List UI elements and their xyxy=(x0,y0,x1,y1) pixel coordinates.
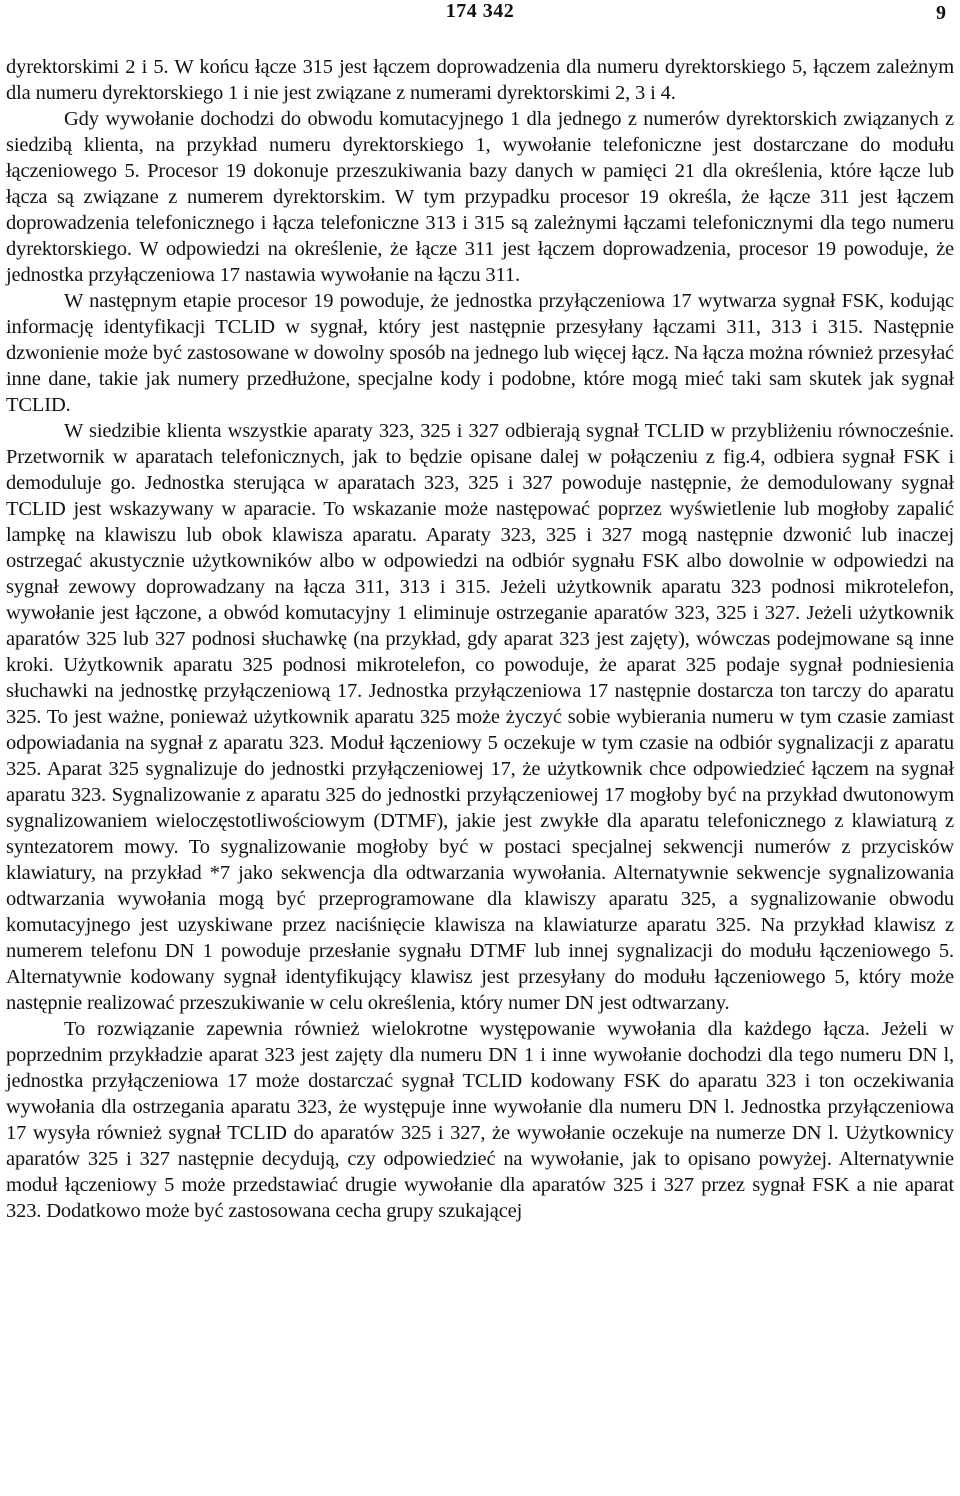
paragraph: W następnym etapie procesor 19 powoduje, że jednostka przyłączeniowa 17 wytwarza sygnał FSK, kodując informację identyfikacji TCLID w sygnał, który jest następnie przesyłany łączami 311, 313 i 315. Następnie dzwonienie może być zastosowane w dowolny sposób na jednego lub więcej łącz. Na łącza można również przesyłać inne dane, takie jak numery przedłużone, specjalne kody i podobne, które mogą mieć taki sam skutek jak sygnał TCLID. xyxy=(6,290,954,416)
paragraph: Gdy wywołanie dochodzi do obwodu komutacyjnego 1 dla jednego z numerów dyrektorskich związanych z siedzibą klienta, na przykład numeru dyrektorskiego 1, wywołanie telefoniczne jest dostarczane do modułu łączeniowego 5. Procesor 19 dokonuje przeszukiwania bazy danych w pamięci 21 dla określenia, które łącze lub łącza są związane z numerem dyrektorskim. W tym przypadku procesor 19 określa, że łącze 311 jest łączem doprowadzenia telefonicznego i łącza telefoniczne 313 i 315 są zależnymi łączami telefonicznymi dla tego numeru dyrektorskiego. W odpowiedzi na określenie, że łącze 311 jest łączem doprowadzenia, procesor 19 powoduje, że jednostka przyłączeniowa 17 nastawia wywołanie na łączu 311. xyxy=(6,108,954,286)
page-number: 9 xyxy=(936,2,946,24)
page-header xyxy=(6,0,954,28)
document-number: 174 342 xyxy=(445,0,515,22)
paragraph: To rozwiązanie zapewnia również wielokrotne występowanie wywołania dla każdego łącza. Jeżeli w poprzednim przykładzie aparat 323 jest zajęty dla numeru DN 1 i inne wywołanie dochodzi dla tego numeru DN l, jednostka przyłączeniowa 17 może dostarczać sygnał TCLID kodowany FSK do aparatu 323 i ton oczekiwania wywołania dla ostrzegania aparatu 323, że występuje inne wywołanie dla numeru DN l. Jednostka przyłączeniowa 17 wysyła również sygnał TCLID do aparatów 325 i 327, że wywołanie oczekuje na numerze DN l. Użytkownicy aparatów 325 i 327 następnie decydują, czy odpowiedzieć na wywołanie, jak to opisano powyżej. Alternatywnie moduł łączeniowy 5 może przedstawiać drugie wywołanie dla aparatów 325 i 327 przez sygnał FSK a nie aparat 323. Dodatkowo może być zastosowana cecha grupy szukającej xyxy=(6,1018,954,1222)
document-body xyxy=(6,54,954,1224)
paragraph: W siedzibie klienta wszystkie aparaty 323, 325 i 327 odbierają sygnał TCLID w przybliżeniu równocześnie. Przetwornik w aparatach telefonicznych, jak to będzie opisane dalej w połączeniu z fig.4, odbiera sygnał FSK i demoduluje go. Jednostka sterująca w aparatach 323, 325 i 327 powoduje następnie, że demodulowany sygnał TCLID jest wskazywany w aparacie. To wskazanie może następować poprzez wyświetlenie lub mogłoby zapalić lampkę na klawiszu lub obok klawisza aparatu. Aparaty 323, 325 i 327 mogą następnie dzwonić lub inaczej ostrzegać akustycznie użytkowników albo w odpowiedzi na odbiór sygnału FSK albo dowolnie w odpowiedzi na sygnał zewowy doprowadzany na łącza 311, 313 i 315. Jeżeli użytkownik aparatu 323 podnosi mikrotelefon, wywołanie jest łączone, a obwód komutacyjny 1 eliminuje ostrzeganie aparatów 323, 325 i 327. Jeżeli użytkownik aparatów 325 lub 327 podnosi słuchawkę (na przykład, gdy aparat 323 jest zajęty), wówczas podejmowane są inne kroki. Użytkownik aparatu 325 podnosi mikrotelefon, co powoduje, że aparat 325 podaje sygnał podniesienia słuchawki na jednostkę przyłączeniową 17. Jednostka przyłączeniowa 17 następnie dostarcza ton tarczy do aparatu 325. To jest ważne, ponieważ użytkownik aparatu 325 może życzyć sobie wybierania numeru w tym czasie zamiast odpowiadania na sygnał z aparatu 323. Moduł łączeniowy 5 oczekuje w tym czasie na odbiór sygnalizacji z aparatu 325. Aparat 325 sygnalizuje do jednostki przyłączeniowej 17, że użytkownik chce odpowiedzieć łączem na sygnał aparatu 323. Sygnalizowanie z aparatu 325 do jednostki przyłączeniowej 17 mogłoby być na przykład dwutonowym sygnalizowaniem wieloczęstotliwościowym (DTMF), jakie jest zwykłe dla aparatu telefonicznego z klawiaturą z syntezatorem mowy. To sygnalizowanie mogłoby być w postaci specjalnej sekwencji numerów z przycisków klawiatury, na przykład *7 jako sekwencja dla odtwarzania wywołania. Alternatywnie sekwencje sygnalizowania odtwarzania wywołania mogą być przeprogramowane dla klawiszy aparatu 325, a sygnalizowanie obwodu komutacyjnego jest uzyskiwane przez naciśnięcie klawisza na klawiaturze aparatu 325. Na przykład klawisz z numerem telefonu DN 1 powoduje przesłanie sygnału DTMF lub innej sygnalizacji do modułu łączeniowego 5. Alternatywnie kodowany sygnał identyfikujący klawisz jest przesyłany do modułu łączeniowego 5, który może następnie realizować przeszukiwanie w celu określenia, który numer DN jest odtwarzany. xyxy=(6,420,954,1014)
paragraph: dyrektorskimi 2 i 5. W końcu łącze 315 jest łączem doprowadzenia dla numeru dyrektorskiego 5, łączem zależnym dla numeru dyrektorskiego 1 i nie jest związane z numerami dyrektorskimi 2, 3 i 4. xyxy=(6,56,954,104)
